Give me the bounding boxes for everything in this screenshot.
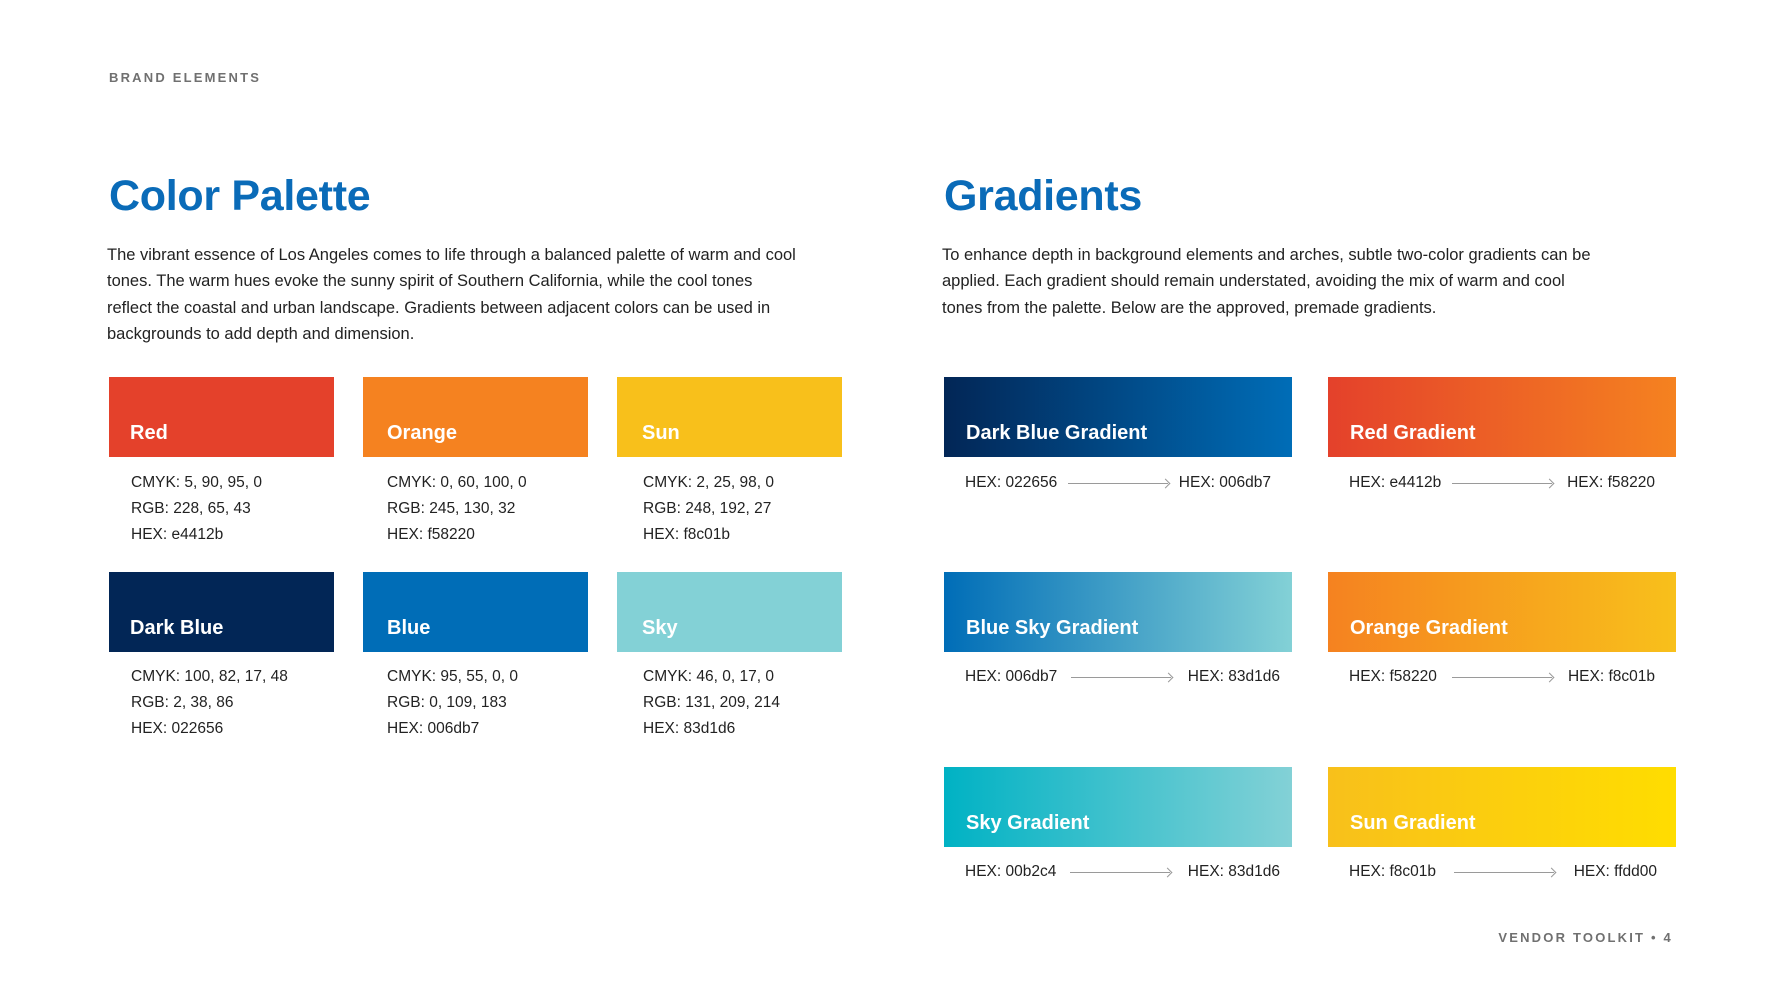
swatch-specs-orange [387,470,527,548]
gradient-hex-row-red [1328,470,1676,496]
gradient-label: Sky Gradient [966,812,1090,834]
cmyk-value: CMYK: 95, 55, 0, 0 [387,668,518,685]
swatch-dark-blue [109,572,334,652]
swatch-label: Orange [387,422,458,444]
gradient-from-hex: HEX: 006db7 [965,668,1058,685]
rgb-value: RGB: 0, 109, 183 [387,694,507,711]
arrow-right-icon [1452,483,1552,484]
gradient-from-hex: HEX: e4412b [1349,474,1442,491]
gradient-swatch-red [1328,377,1676,457]
swatch-label: Sun [642,422,680,444]
arrow-right-icon [1070,872,1170,873]
swatch-label: Blue [387,617,431,639]
gradient-to-hex: HEX: ffdd00 [1573,863,1657,880]
swatch-sun [617,377,842,457]
swatch-red [109,377,334,457]
gradient-hex-row-dark-blue [944,470,1292,496]
cmyk-value: CMYK: 0, 60, 100, 0 [387,474,527,491]
gradient-swatch-orange [1328,572,1676,652]
gradients-title: Gradients [944,172,1143,220]
arrow-right-icon [1454,872,1554,873]
hex-value: HEX: 006db7 [387,720,480,737]
gradient-to-hex: HEX: f58220 [1567,474,1655,491]
gradient-swatch-sky [944,767,1292,847]
gradient-label: Blue Sky Gradient [966,617,1139,639]
section-eyebrow: BRAND ELEMENTS [109,70,262,85]
rgb-value: RGB: 2, 38, 86 [131,694,234,711]
hex-value: HEX: 83d1d6 [643,720,736,737]
swatch-label: Red [130,422,168,444]
gradient-swatch-blue-sky [944,572,1292,652]
gradient-hex-row-blue-sky [944,664,1292,690]
arrow-right-icon [1452,677,1552,678]
swatch-orange [363,377,588,457]
arrow-right-icon [1068,483,1168,484]
gradient-to-hex: HEX: f8c01b [1567,668,1655,685]
rgb-value: RGB: 131, 209, 214 [643,694,781,711]
gradient-to-hex: HEX: 006db7 [1178,474,1271,491]
gradient-to-hex: HEX: 83d1d6 [1187,668,1280,685]
color-palette-description: The vibrant essence of Los Angeles comes to life through a balanced palette of warm and cool tones. The warm hues evoke the sunny spirit of Southern California, while the cool tones reflect the coastal and urban landscape. Gradients between adjacent colors can be used in backgrounds to add depth and dimension. [107,246,796,343]
gradient-hex-row-sun [1328,859,1676,885]
cmyk-value: CMYK: 5, 90, 95, 0 [131,474,262,491]
gradient-from-hex: HEX: 022656 [965,474,1058,491]
gradient-to-hex: HEX: 83d1d6 [1187,863,1280,880]
gradient-label: Orange Gradient [1350,617,1508,639]
swatch-specs-sky [643,664,780,742]
gradient-from-hex: HEX: f8c01b [1349,863,1437,880]
arrow-right-icon [1071,677,1171,678]
page-footer: VENDOR TOOLKIT • 4 [1498,930,1673,945]
swatch-specs-red [131,470,262,548]
hex-value: HEX: f58220 [387,526,475,543]
cmyk-value: CMYK: 46, 0, 17, 0 [643,668,774,685]
rgb-value: RGB: 248, 192, 27 [643,500,772,517]
gradient-hex-row-sky [944,859,1292,885]
gradient-from-hex: HEX: f58220 [1349,668,1437,685]
swatch-specs-sun [643,470,774,548]
swatch-sky [617,572,842,652]
hex-value: HEX: f8c01b [643,526,731,543]
rgb-value: RGB: 228, 65, 43 [131,500,251,517]
swatch-label: Sky [642,617,678,639]
hex-value: HEX: e4412b [131,526,224,543]
swatch-specs-dark-blue [131,664,288,742]
gradient-from-hex: HEX: 00b2c4 [965,863,1057,880]
gradient-label: Dark Blue Gradient [966,422,1148,444]
gradient-swatch-sun [1328,767,1676,847]
color-palette-title: Color Palette [109,172,371,220]
gradient-label: Red Gradient [1350,422,1476,444]
gradients-description: To enhance depth in background elements and arches, subtle two-color gradients can be applied. Each gradient should remain understated, avoiding the mix of warm and cool tones from the palette. Below are the approved, premade gradients. [942,246,1591,317]
gradient-hex-row-orange [1328,664,1676,690]
cmyk-value: CMYK: 100, 82, 17, 48 [131,668,288,685]
swatch-blue [363,572,588,652]
cmyk-value: CMYK: 2, 25, 98, 0 [643,474,774,491]
gradient-label: Sun Gradient [1350,812,1476,834]
gradient-swatch-dark-blue [944,377,1292,457]
swatch-label: Dark Blue [130,617,224,639]
swatch-specs-blue [387,664,518,742]
hex-value: HEX: 022656 [131,720,224,737]
rgb-value: RGB: 245, 130, 32 [387,500,516,517]
